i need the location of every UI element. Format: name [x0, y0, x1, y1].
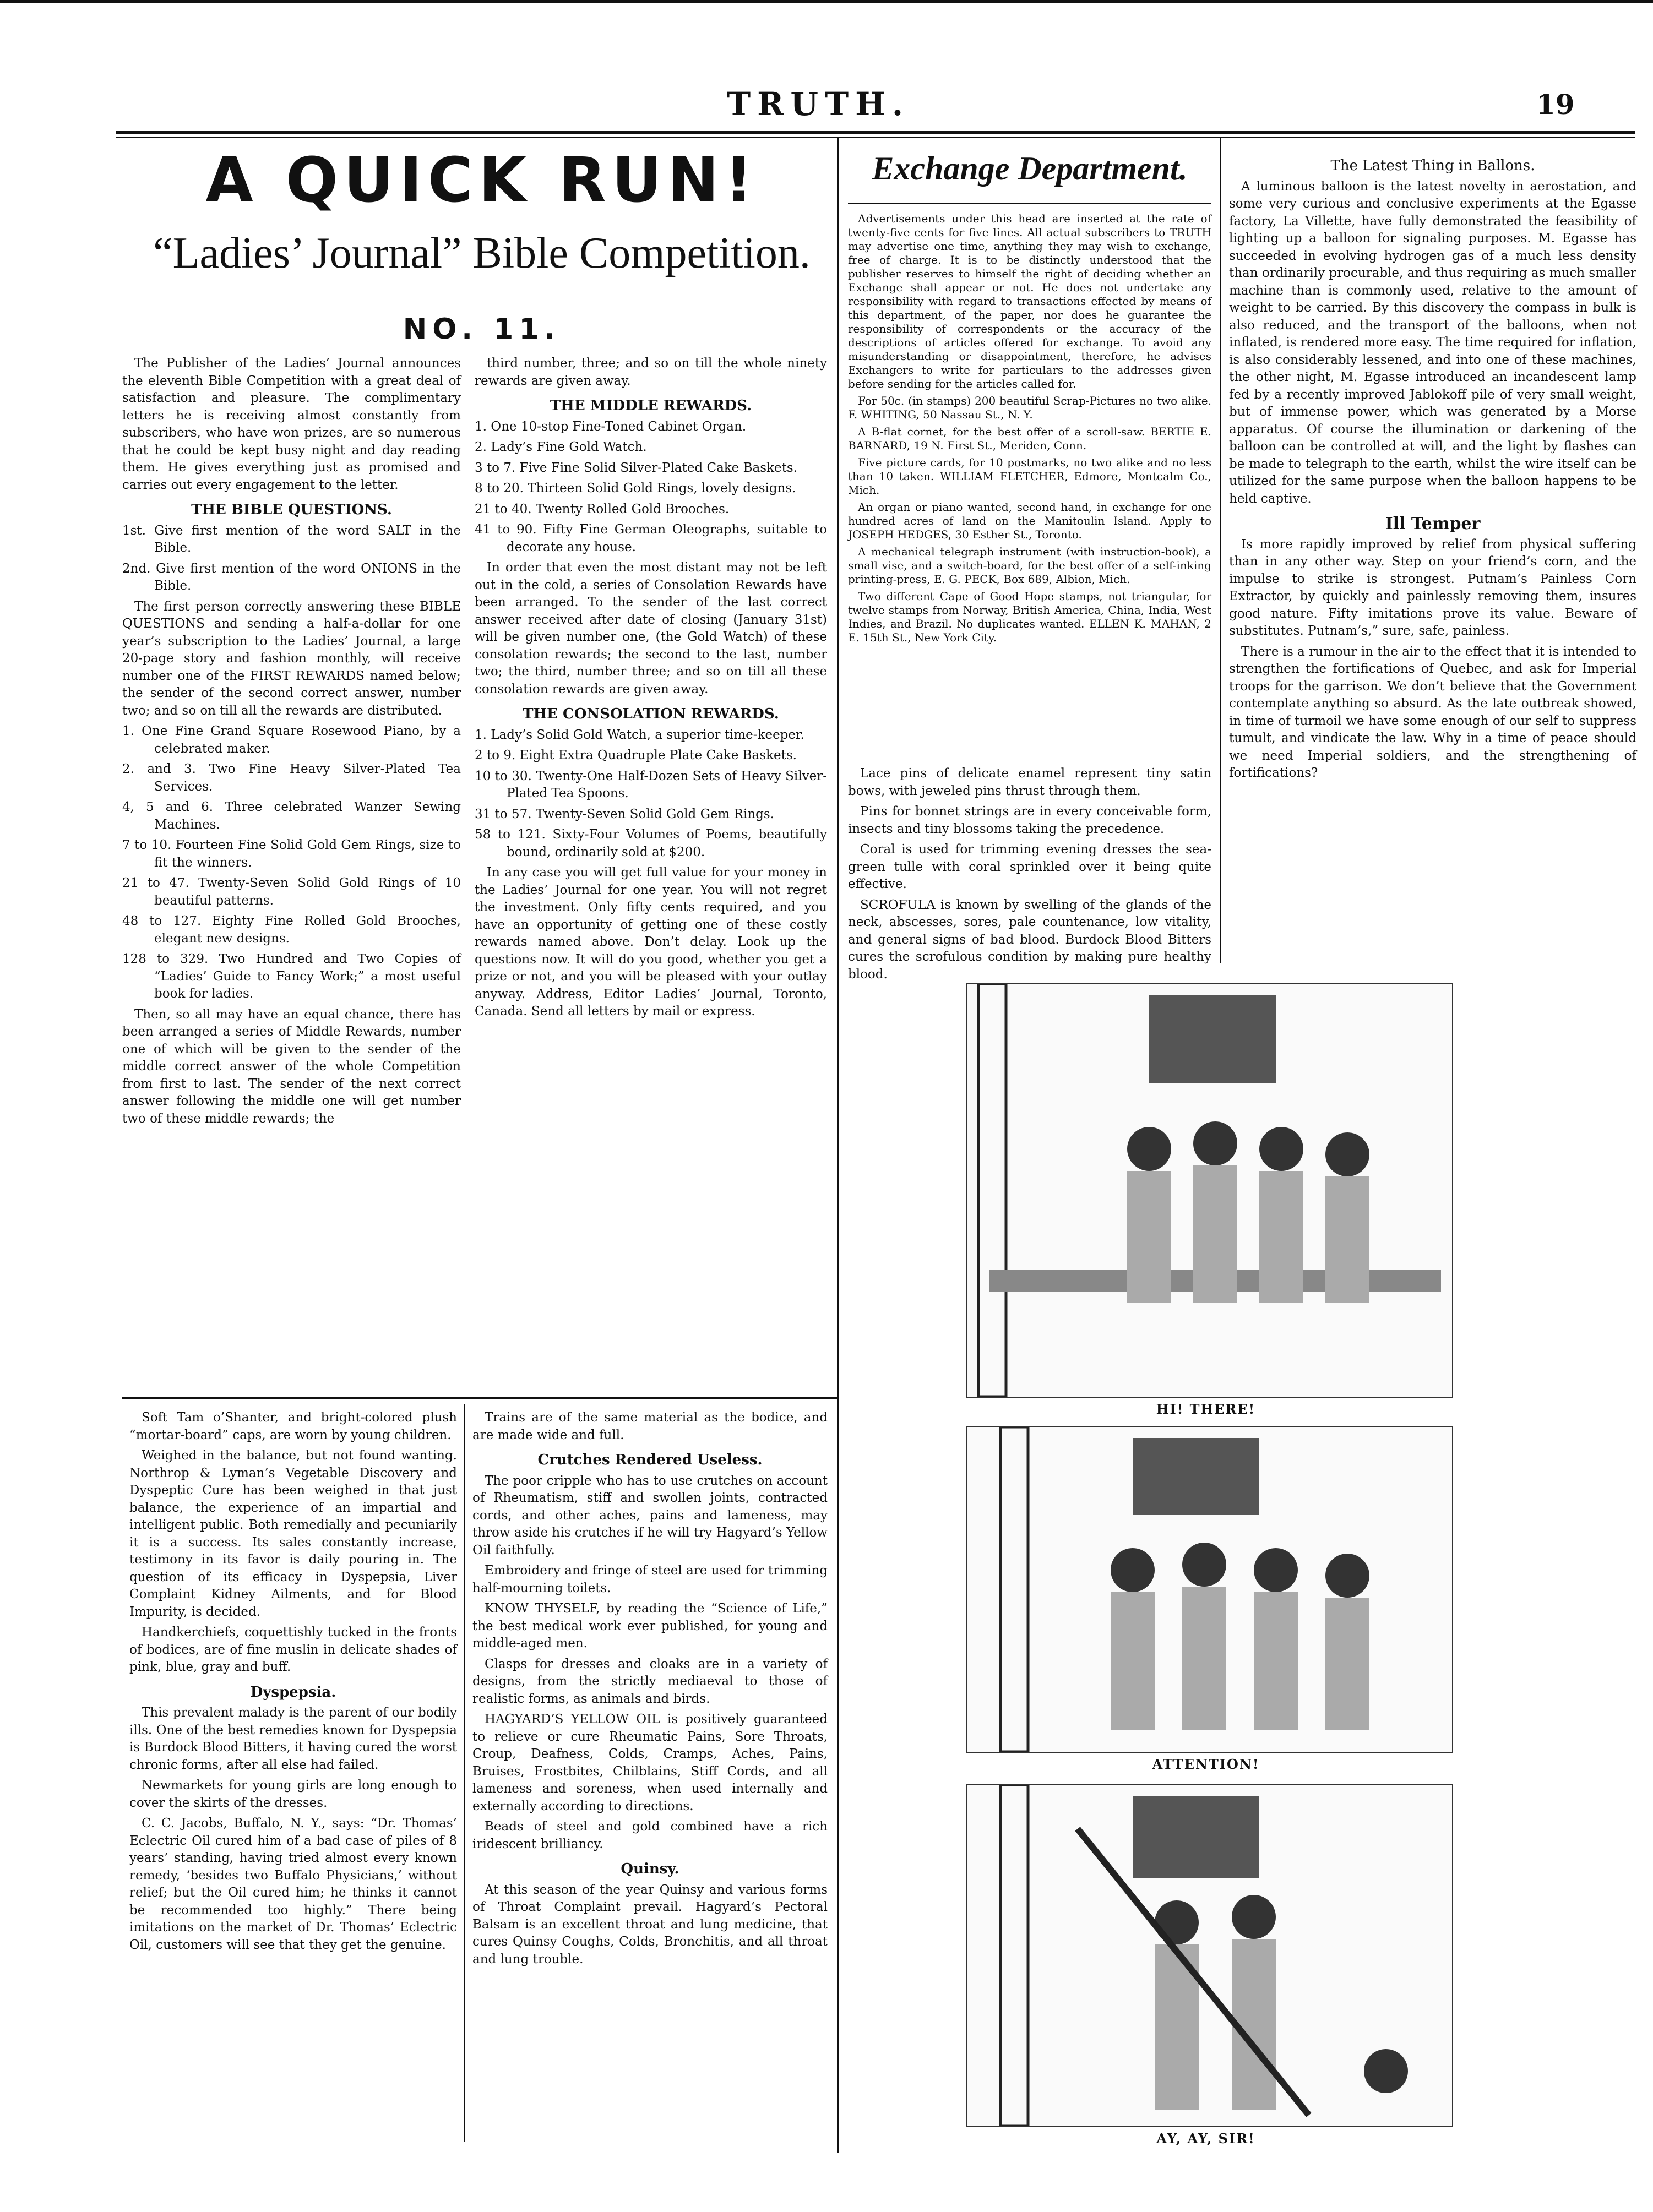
masthead: TRUTH.: [727, 85, 910, 123]
divider-v1: [837, 138, 839, 2153]
exchange-rule: [848, 203, 1211, 204]
section-heading: Crutches Rendered Useless.: [537, 1452, 763, 1468]
soldiers-illustration-icon: [967, 1785, 1452, 2126]
section-heading: The Latest Thing in Ballons.: [1330, 157, 1535, 174]
reward-item: 1. Lady’s Solid Gold Watch, a superior time-keeper.: [475, 727, 804, 742]
reward-item: 7 to 10. Fourteen Fine Solid Gold Gem Rings, size to fit the winners.: [122, 838, 461, 870]
paragraph: SCROFULA is known by swelling of the glands of the neck, abscesses, sores, pale countenance, low vitality, and general signs of bad blood. Burdock Blood Bitters cures the scrofulous condition by making pure healthy blood.: [848, 897, 1211, 982]
paragraph: Coral is used for trimming evening dresses the sea-green tulle with coral sprinkled over it being quite effective.: [848, 842, 1211, 891]
lower-column-2: [472, 1409, 828, 1971]
question: 2nd. Give first mention of the word ONIONS in the Bible.: [122, 561, 461, 593]
reward-item: 2 to 9. Eight Extra Quadruple Plate Cake Baskets.: [475, 748, 797, 762]
paragraph: Lace pins of delicate enamel represent tiny satin bows, with jeweled pins thrust through them.: [848, 766, 1211, 798]
paragraph: KNOW THYSELF, by reading the “Science of Life,” the best medical work ever published, for young and middle-aged men.: [472, 1601, 828, 1650]
header-rule-thin: [116, 137, 1635, 138]
paragraph: In order that even the most distant may not be left out in the cold, a series of Consolation Rewards have been arranged. To the sender of the last correct answer received after date of closing (January 31st) will be given number one, (the Gold Watch) of these consolation rewards; the second to the last, number two; the third, number three; and so on till all these consolation rewards are given away.: [475, 560, 827, 696]
reward-item: 58 to 121. Sixty-Four Volumes of Poems, beautifully bound, ordinarily sold at $200.: [475, 827, 827, 859]
reward-item: 3 to 7. Five Fine Solid Silver-Plated Cake Baskets.: [475, 460, 797, 475]
reward-item: 10 to 30. Twenty-One Half-Dozen Sets of Heavy Silver-Plated Tea Spoons.: [475, 769, 827, 800]
reward-item: 31 to 57. Twenty-Seven Solid Gold Gem Rings.: [475, 807, 774, 821]
exchange-item: A mechanical telegraph instrument (with instruction-book), a small vise, and a switch-board, for the best offer of a self-inking printing-press, E. G. PECK, Box 689, Albion, Mich.: [848, 545, 1211, 586]
divider-v3: [464, 1404, 465, 2142]
reward-item: 1. One Fine Grand Square Rosewood Piano, by a celebrated maker.: [122, 724, 461, 756]
paragraph: C. C. Jacobs, Buffalo, N. Y., says: “Dr. Thomas’ Eclectric Oil cured him of a bad case of piles of 8 years’ standing, having tried almost every known remedy, ‘besides two Buffalo Physicians,’ without relief; but the Oil cured him; he thinks it cannot be recommended too highly.” There being imitations on the market of Dr. Thomas’ Eclectric Oil, customers will see that they get the genuine.: [129, 1816, 457, 1952]
top-rule: [0, 0, 1653, 3]
exchange-title: Exchange Department.: [872, 150, 1188, 187]
reward-item: 21 to 40. Twenty Rolled Gold Brooches.: [475, 502, 730, 516]
reward-item: 2. Lady’s Fine Gold Watch.: [475, 440, 647, 454]
reward-item: 8 to 20. Thirteen Solid Gold Rings, lovely designs.: [475, 481, 796, 495]
exchange-item: Five picture cards, for 10 postmarks, no two alike and no less than 10 taken. WILLIAM FLETCHER, Edmore, Montcalm Co., Mich.: [848, 456, 1211, 497]
exchange-notice: Advertisements under this head are inserted at the rate of twenty-five cents for five lines. All actual subscribers to TRUTH may advertise one time, anything they may wish to exchange, free of charge. It is to be distinctly understood that the publisher reserves to himself the right of deciding whether an Exchange shall appear or not. He does not undertake any responsibility with regard to transactions effected by means of this department, of the paper, nor does he guarantee the responsibility of correspondents or the accuracy of the descriptions of articles offered for exchange. To avoid any misunderstanding or disappointment, therefore, he advises Exchangers to write for particulars to the addresses given before sending for the articles called for.: [848, 212, 1211, 390]
section-heading: Ill Temper: [1385, 514, 1481, 533]
lower-column-1: [129, 1409, 457, 1957]
competition-column-1: [122, 355, 461, 1131]
paragraph: In any case you will get full value for your money in the Ladies’ Journal for one year. You will not regret the investment. Only fifty cents required, and you have an opportunity of getting one of these costly rewards named above. Don’t delay. Look up the questions now. It will do you good, whether you get a prize or not, and you will be pleased with your outlay anyway. Address, Editor Ladies’ Journal, Toronto, Canada. Send all letters by mail or express.: [475, 865, 827, 1018]
paragraph: Beads of steel and gold combined have a rich iridescent brilliancy.: [472, 1819, 828, 1851]
reward-item: 4, 5 and 6. Three celebrated Wanzer Sewing Machines.: [122, 800, 461, 832]
section-heading: Dyspepsia.: [250, 1683, 336, 1701]
paragraph: Soft Tam o’Shanter, and bright-colored plush “mortar-board” caps, are worn by young children.: [129, 1410, 457, 1442]
divider-v2: [1220, 138, 1221, 963]
reward-item: 21 to 47. Twenty-Seven Solid Gold Rings of 10 beautiful patterns.: [122, 876, 461, 908]
paragraph: The poor cripple who has to use crutches on account of Rheumatism, stiff and swollen joints, contracted cords, and other aches, pains and lameness, may throw aside his crutches if he will try Hagyard’s Yellow Oil faithfully.: [472, 1473, 828, 1557]
cartoon-caption-1: HI! THERE!: [1156, 1401, 1256, 1417]
competition-subtitle: “Ladies’ Journal” Bible Competition.: [153, 229, 811, 277]
reward-item: 41 to 90. Fifty Fine German Oleographs, suitable to decorate any house.: [475, 522, 827, 554]
balloons-column: [1229, 150, 1636, 786]
paragraph: The first person correctly answering these BIBLE QUESTIONS and sending a half-a-dollar for one year’s subscription to the Ladies’ Journal, a large 20-page story and fashion monthly, will receive number one of the FIRST REWARDS named below; the sender of the second correct answer, number two; and so on till all the rewards are distributed.: [122, 599, 461, 718]
paragraph: Pins for bonnet strings are in every conceivable form, insects and tiny blossoms taking the precedence.: [848, 804, 1211, 836]
exchange-item: For 50c. (in stamps) 200 beautiful Scrap-Pictures no two alike. F. WHITING, 50 Nassau St., N. Y.: [848, 394, 1211, 421]
soldiers-illustration-icon: [967, 1427, 1452, 1752]
paragraph: Is more rapidly improved by relief from physical suffering than in any other way. Step on your friend’s corn, and the impulse to strike is strongest. Putnam’s Painless Corn Extractor, by quickly and painlessly removing them, insures good nature. Fifty imitations prove its value. Beware of substitutes. Putnam’s,” sure, safe, painless.: [1229, 537, 1636, 638]
section-heading: THE MIDDLE REWARDS.: [550, 397, 752, 414]
competition-column-2: [475, 355, 827, 1024]
paragraph: There is a rumour in the air to the effect that it is intended to strengthen the fortifications of Quebec, and ask for Imperial troops for the garrison. We don’t believe that the Government contemplate anything so absurd. As the late outbreak showed, in time of turmoil we have some enough of our self to suppress tumult, and vindicate the law. Why in a time of peace should we need Imperial soldiers, and the strengthening of fortifications?: [1229, 644, 1636, 780]
paragraph: HAGYARD’S YELLOW OIL is positively guaranteed to relieve or cure Rheumatic Pains, Sore Throats, Croup, Deafness, Colds, Cramps, Aches, Pains, Bruises, Frostbites, Chilblains, Stiff Cords, and all lameness and soreness, when used internally and externally according to directions.: [472, 1712, 828, 1813]
exchange-item: An organ or piano wanted, second hand, in exchange for one hundred acres of land on the Manitoulin Island. Apply to JOSEPH HEDGES, 30 Esther St., Toronto.: [848, 500, 1211, 541]
paragraph: Handkerchiefs, coquettishly tucked in the fronts of bodices, are of fine muslin in delicate shades of pink, blue, gray and buff.: [129, 1625, 457, 1674]
cartoon-soldiers-2: [966, 1426, 1453, 1753]
section-rule: [122, 1397, 837, 1399]
cartoon-caption-3: AY, AY, SIR!: [1156, 2131, 1255, 2146]
exchange-column: [848, 212, 1211, 648]
exchange-item: Two different Cape of Good Hope stamps, not triangular, for twelve stamps from Norway, British America, China, India, West Indies, and Brazil. No duplicates wanted. ELLEN K. MAHAN, 2 E. 15th St., New York City.: [848, 590, 1211, 644]
paragraph: This prevalent malady is the parent of our bodily ills. One of the best remedies known for Dyspepsia is Burdock Blood Bitters, it having cured the worst chronic forms, after all else had failed.: [129, 1706, 457, 1772]
exchange-item: A B-flat cornet, for the best offer of a scroll-saw. BERTIE E. BARNARD, 19 N. First St., Meriden, Conn.: [848, 425, 1211, 452]
paragraph: Trains are of the same material as the bodice, and are made wide and full.: [472, 1410, 828, 1442]
paragraph: Clasps for dresses and cloaks are in a variety of designs, from the strictly mediaeval to those of realistic forms, as animals and birds.: [472, 1657, 828, 1706]
reward-item: 48 to 127. Eighty Fine Rolled Gold Brooches, elegant new designs.: [122, 914, 461, 946]
paragraph: third number, three; and so on till the whole ninety rewards are given away.: [475, 356, 827, 388]
paragraph: Then, so all may have an equal chance, there has been arranged a series of Middle Rewards, number one of which will be given to the sender of the middle correct answer of the whole Competition from first to last. The sender of the next correct answer following the middle one will get number two of these middle rewards; the: [122, 1007, 461, 1126]
section-heading: Quinsy.: [621, 1861, 679, 1877]
paragraph: Weighed in the balance, but not found wanting. Northrop & Lyman’s Vegetable Discovery and Dyspeptic Cure has been weighed in that just balance, the experience of an impartial and intelligent public. Both remedially and pecuniarily it is a success. Its sales constantly increase, testimony in its favor is daily pouring in. The question of its efficacy in Dyspepsia, Liver Complaint Kidney Ailments, and for Blood Impurity, is decided.: [129, 1448, 457, 1619]
soldiers-illustration-icon: [967, 984, 1452, 1397]
reward-item: 1. One 10-stop Fine-Toned Cabinet Organ.: [475, 419, 747, 434]
cartoon-soldiers-3: [966, 1784, 1453, 2127]
section-heading: THE BIBLE QUESTIONS.: [191, 502, 392, 518]
cartoon-soldiers-1: [966, 983, 1453, 1398]
question: 1st. Give first mention of the word SALT in the Bible.: [122, 523, 461, 555]
page-number: 19: [1536, 88, 1575, 121]
cartoon-caption-2: ATTENTION!: [1152, 1756, 1260, 1772]
fashion-column: [848, 765, 1211, 987]
paragraph: Embroidery and fringe of steel are used for trimming half-mourning toilets.: [472, 1563, 828, 1595]
paragraph: Newmarkets for young girls are long enough to cover the skirts of the dresses.: [129, 1778, 457, 1810]
section-heading: THE CONSOLATION REWARDS.: [523, 706, 779, 722]
reward-item: 128 to 329. Two Hundred and Two Copies of “Ladies’ Guide to Fancy Work;” a most useful book for ladies.: [122, 952, 461, 1001]
header-rule: [116, 131, 1635, 134]
reward-item: 2. and 3. Two Fine Heavy Silver-Plated Tea Services.: [122, 762, 461, 794]
paragraph: At this season of the year Quinsy and various forms of Throat Complaint prevail. Hagyard’s Pectoral Balsam is an excellent throat and lung medicine, that cures Quinsy Coughs, Colds, Bronchitis, and all throat and lung trouble.: [472, 1882, 828, 1966]
paragraph: A luminous balloon is the latest novelty in aerostation, and some very curious and conclusive experiments at the Egasse factory, La Villette, have fully demonstrated the feasibility of lighting up a balloon for signaling purposes. M. Egasse has succeeded in evolving hydrogen gas of a much less density than ordinarily procurable, and thus requiring as much smaller machine than is commonly used, relative to the amount of weight to be carried. By this discovery the compass in bulk is also reduced, and the transport of the balloons, when not inflated, is rendered more easy. The time required for inflation, is also considerably lessened, and into one of these machines, the other night, M. Egasse introduced an incandescent lamp fed by a recently improved Jablokoff pile of very small weight, but of immense power, which was generated by a Morse apparatus. Of course the illumination or darkening of the balloon can be controlled at will, and the light by flashes can be made to telegraph to the earth, whilst the wire itself can be utilized for the same purpose when the balloon happens to be held captive.: [1229, 179, 1636, 506]
intro-paragraph: The Publisher of the Ladies’ Journal announces the eleventh Bible Competition with a great deal of satisfaction and pleasure. The complimentary letters he is receiving almost constantly from subscribers, who have won prizes, are so numerous that he could be kept busy night and day reading them. He gives everything just as promised and carries out every engagement to the letter.: [122, 356, 461, 492]
competition-number: NO. 11.: [403, 313, 561, 346]
competition-title: A QUICK RUN!: [205, 145, 758, 216]
